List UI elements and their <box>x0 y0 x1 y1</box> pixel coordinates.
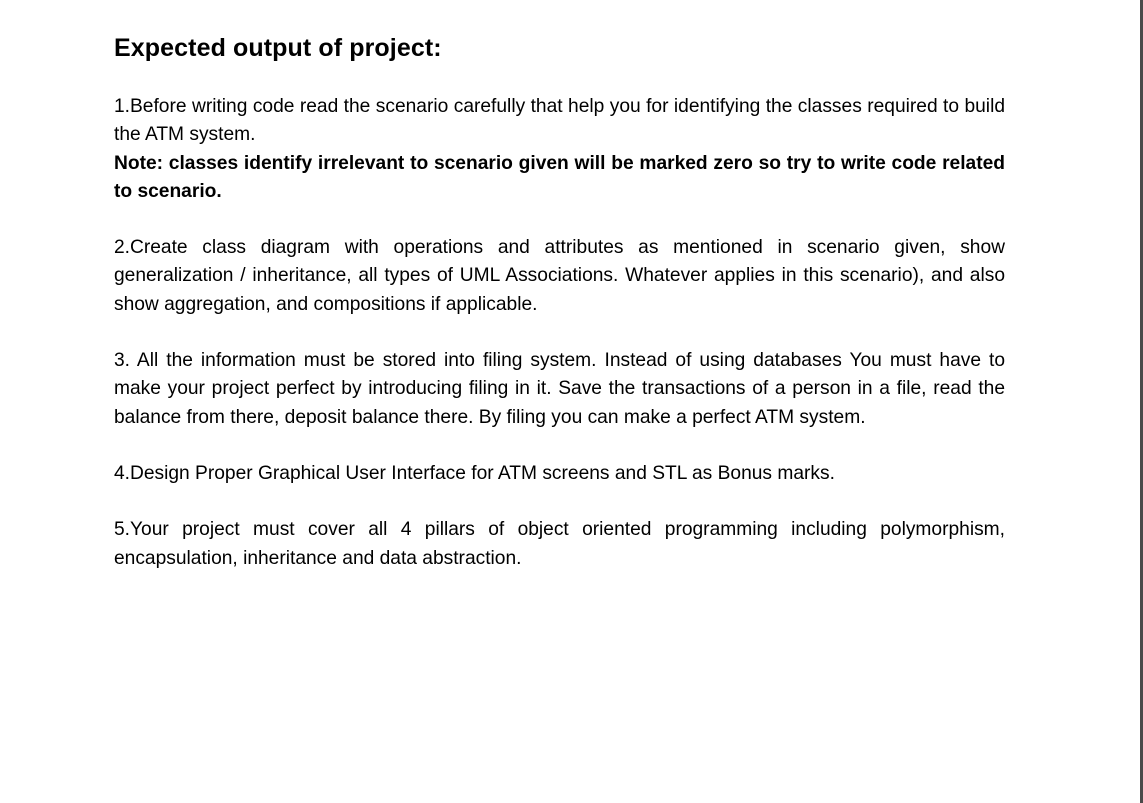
requirement-note: Note: classes identify irrelevant to scenario given will be marked zero so try to write code related to scenario. <box>114 152 1005 202</box>
page-title: Expected output of project: <box>114 34 442 62</box>
requirement-item-2: 2.Create class diagram with operations and attributes as mentioned in scenario given, show generalization / inheritance, all types of UML Associations. Whatever applies in this scenario), and also show aggregation, and compositions if applicable. <box>114 237 1005 315</box>
requirement-item-3: 3. All the information must be stored into filing system. Instead of using databases You must have to make your project perfect by introducing filing in it. Save the transactions of a person in a file, read the balance from there, deposit balance there. By filing you can make a perfect ATM system. <box>114 350 1005 428</box>
requirement-item-4: 4.Design Proper Graphical User Interface for ATM screens and STL as Bonus marks. <box>114 462 835 484</box>
requirement-item-5: 5.Your project must cover all 4 pillars of object oriented programming including polymorphism, encapsulation, inheritance and data abstraction. <box>114 519 1005 569</box>
document-content <box>114 28 1005 573</box>
requirement-item-1: 1.Before writing code read the scenario carefully that help you for identifying the classes required to build the ATM system. <box>114 96 1005 146</box>
